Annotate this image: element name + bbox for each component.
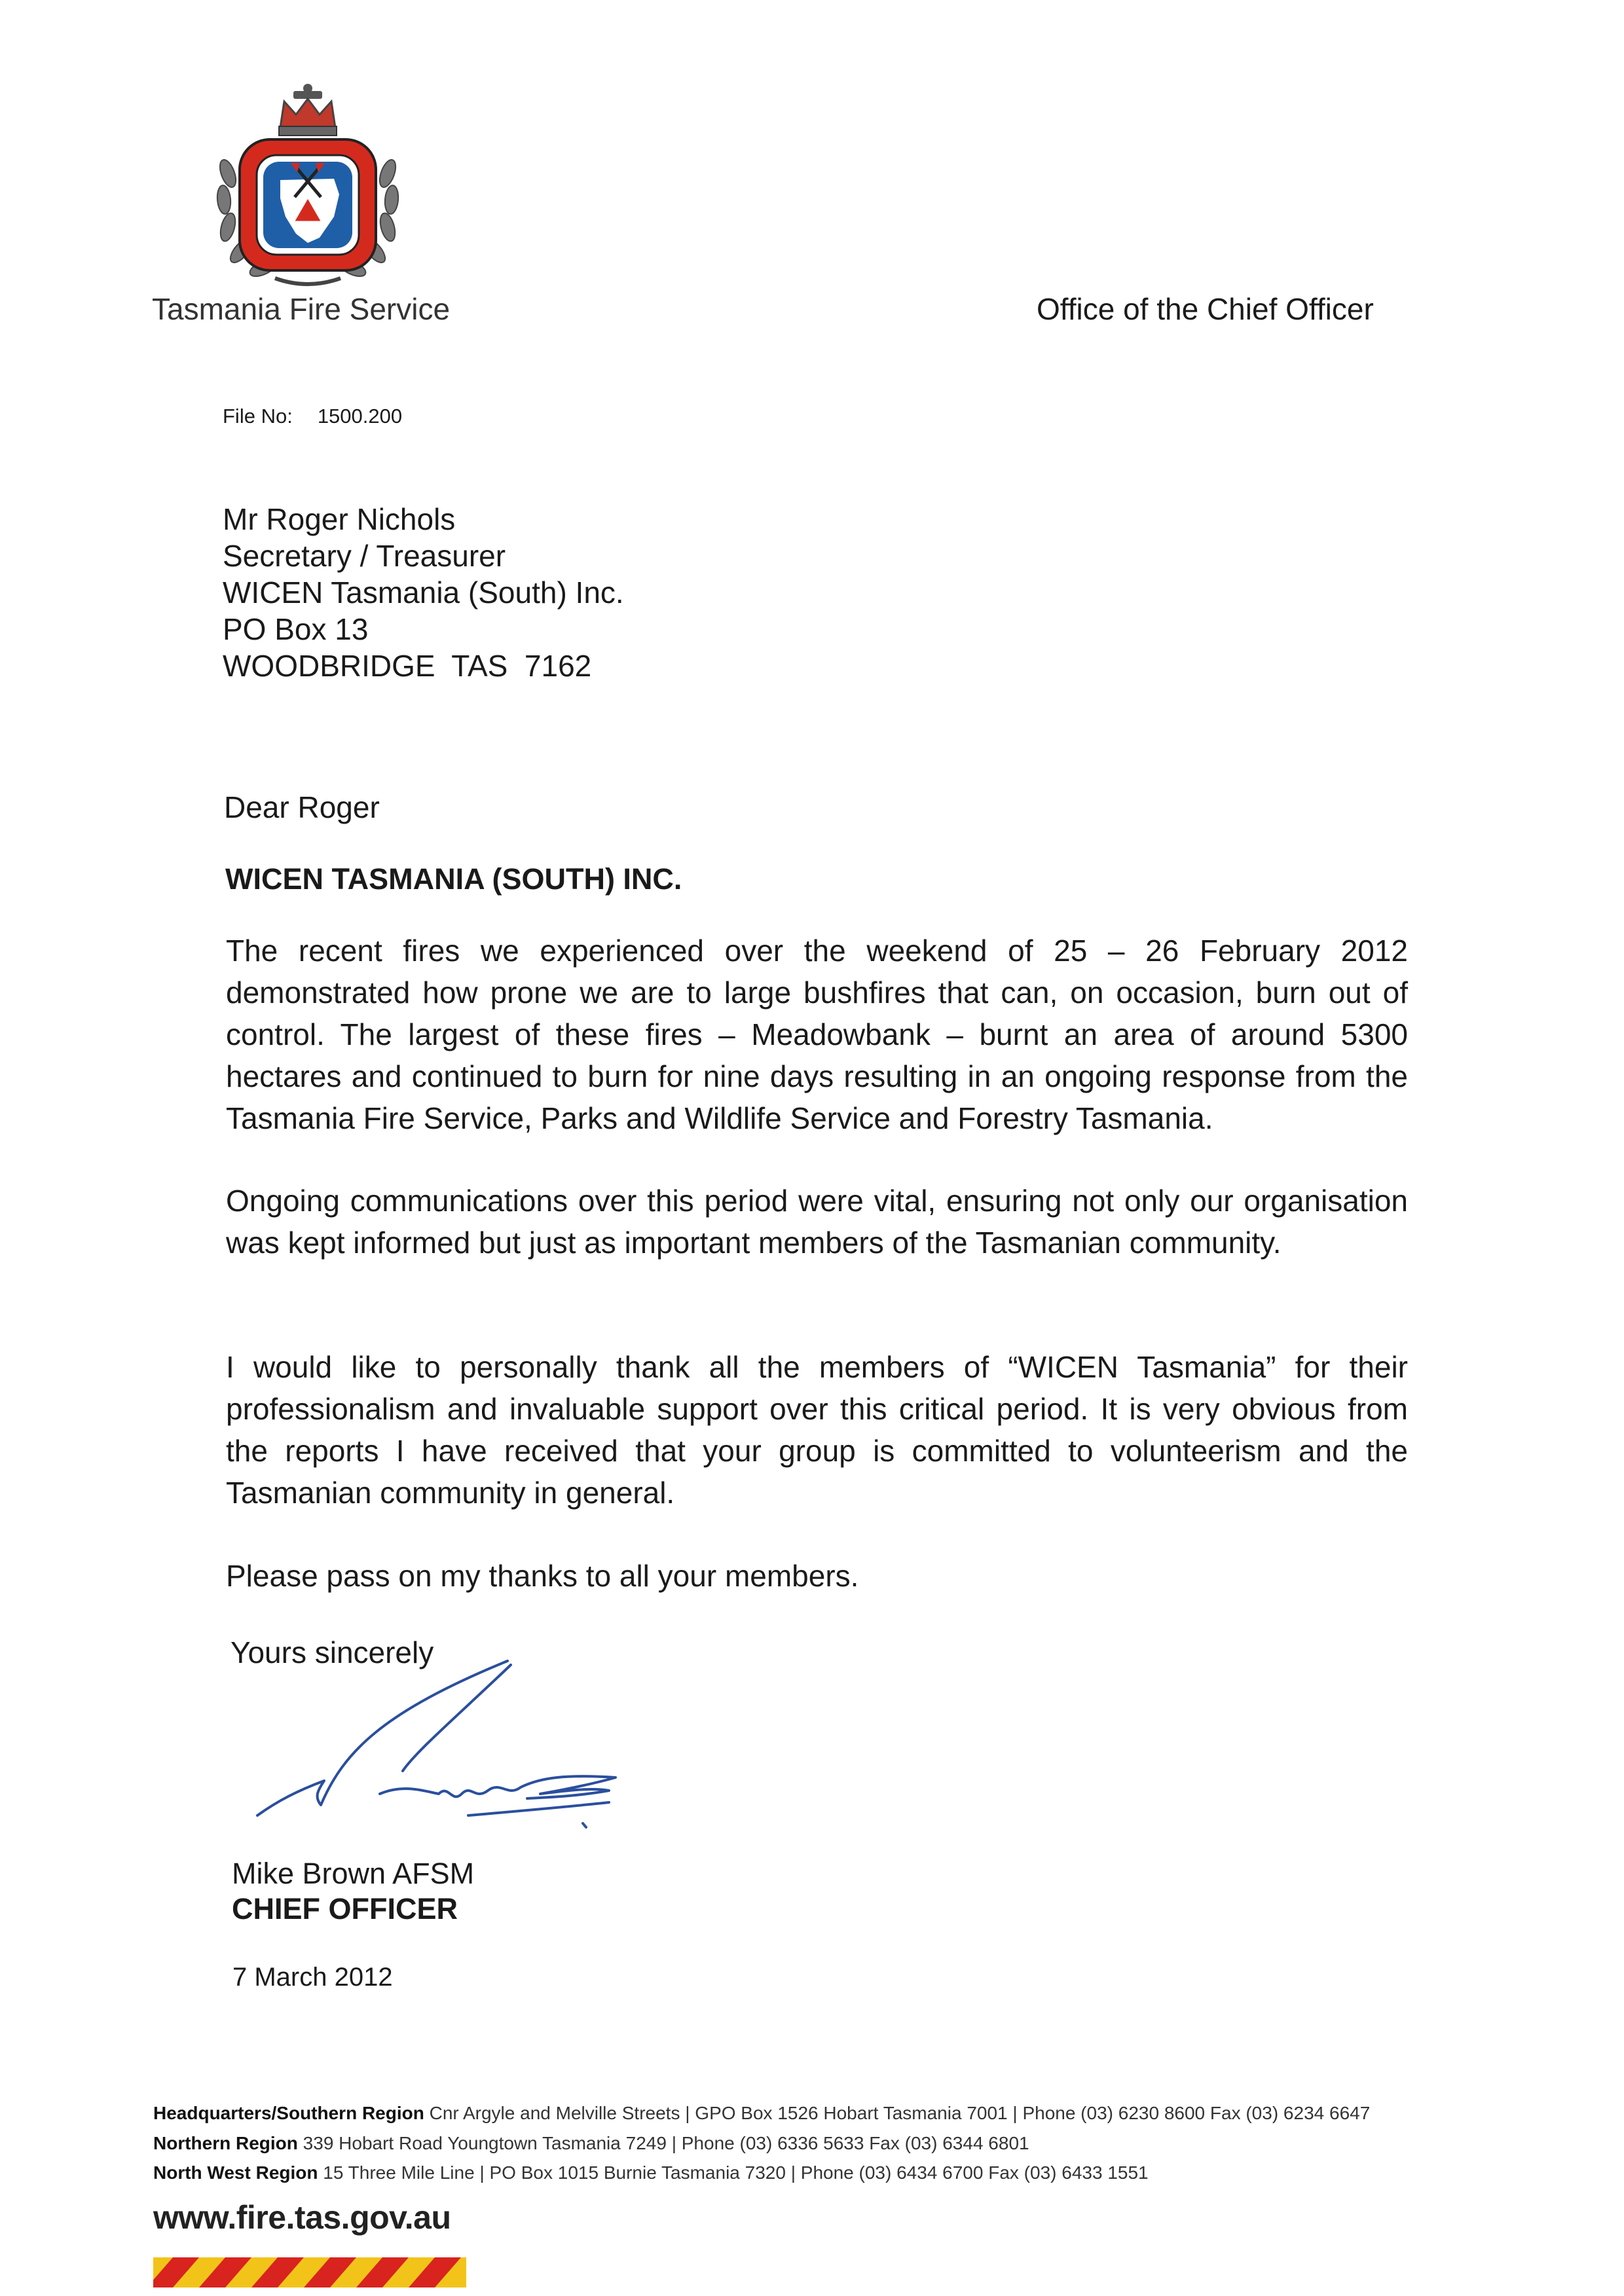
file-number-value: 1500.200 [317,405,403,428]
closing: Yours sincerely [231,1635,434,1669]
office-title: Office of the Chief Officer [1037,292,1374,326]
body-paragraph: The recent fires we experienced over the weekend of 25 – 26 February 2012 demonstrated how prone we are to large bushfires that can, on occasion, burn out of control. The largest of these fires – Meadowbank – burnt an area of around 5300 hectares and continued to burn for nine days resulting in an ongoing response from the Tasmania Fire Service, Parks and Wildlife Service and Forestry Tasmania. [226,934,1408,1135]
address-line: PO Box 13 [223,612,369,646]
organisation-name: Tasmania Fire Service [152,292,451,326]
footer-region-line [153,2133,1029,2154]
footer-region-details: Cnr Argyle and Melville Streets | GPO Box 1526 Hobart Tasmania 7001 | Phone (03) 6230 8600 Fax (03) 6234 6647 [429,2103,1371,2123]
body-paragraph: I would like to personally thank all the members of “WICEN Tasmania” for their professionalism and invaluable support over this critical period. It is very obvious from the reports I have received that your group is committed to volunteerism and the Tasmanian community in general. [226,1350,1408,1510]
address-line: WICEN Tasmania (South) Inc. [223,575,624,610]
footer-region-line [153,2103,1370,2124]
salutation: Dear Roger [224,790,380,824]
letter-subject: WICEN TASMANIA (SOUTH) INC. [225,862,682,896]
crown-icon [279,84,337,136]
letter-date: 7 March 2012 [232,1963,393,1992]
body-paragraph: Ongoing communications over this period were vital, ensuring not only our organisation was kept informed but just as important members of the Tasmanian community. [226,1184,1408,1260]
footer-region-name: Headquarters/Southern Region [153,2103,424,2123]
body-paragraph: Please pass on my thanks to all your members. [226,1559,859,1593]
recipient-address [223,501,624,684]
file-number-label: File No: [223,405,293,428]
website-url[interactable]: www.fire.tas.gov.au [153,2199,451,2236]
address-line: Secretary / Treasurer [223,539,506,573]
signer-name: Mike Brown AFSM [232,1857,475,1890]
signer-title: CHIEF OFFICER [232,1892,458,1925]
footer-region-details: 15 Three Mile Line | PO Box 1015 Burnie Tasmania 7320 | Phone (03) 6434 6700 Fax (03) 6433 1551 [323,2162,1149,2183]
tasmania-fire-service-crest-logo [210,82,406,291]
file-reference [223,405,402,428]
footer-region-name: North West Region [153,2162,318,2183]
footer-region-details: 339 Hobart Road Youngtown Tasmania 7249 | Phone (03) 6336 5633 Fax (03) 6344 6801 [303,2133,1029,2153]
hazard-stripe-band [153,2257,466,2287]
footer-region-line [153,2162,1149,2183]
address-line: Mr Roger Nichols [223,502,456,536]
address-line: WOODBRIDGE TAS 7162 [223,649,592,683]
footer-region-name: Northern Region [153,2133,298,2153]
handwritten-signature [252,1660,737,1850]
